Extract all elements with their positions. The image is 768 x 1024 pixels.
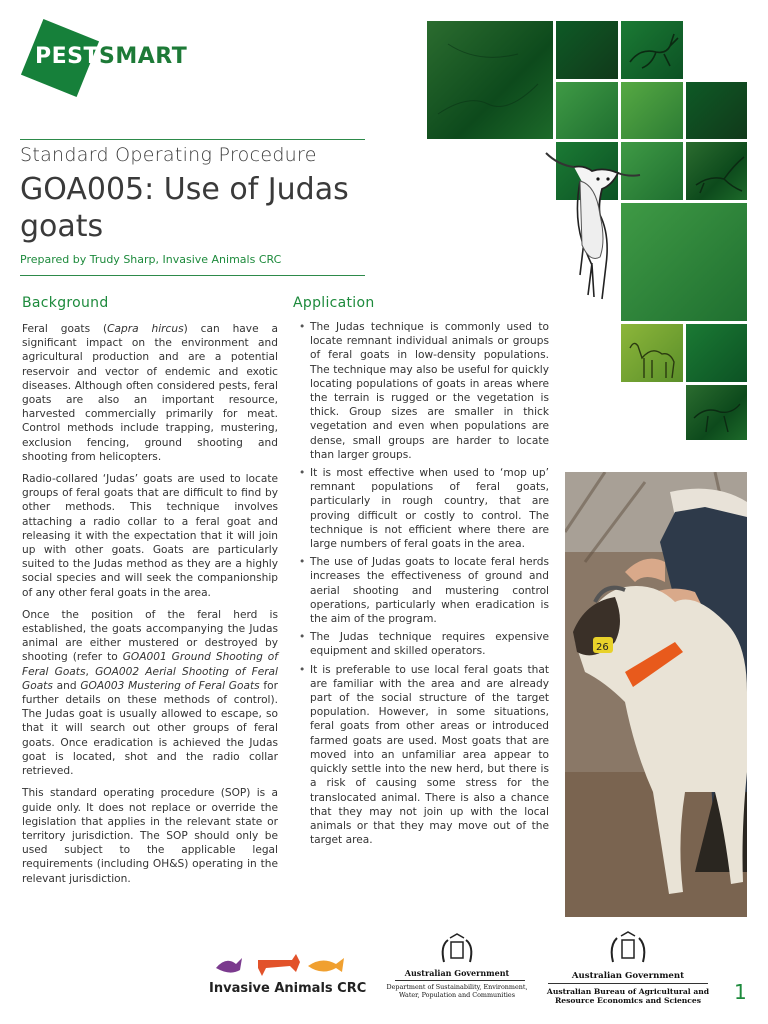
divider [548,983,708,984]
rabbit-sketch-icon [620,24,684,76]
sop-reference: GOA002 Aerial Shooting of Feral Goats [22,665,278,692]
application-list [297,320,549,847]
gov-department: Department of Sustainability, Environment, Water, Population and Communities [386,983,528,1000]
title-top-rule [20,139,365,140]
background-body [22,322,278,894]
sop-reference: GOA001 Ground Shooting of Feral Goats [22,651,278,678]
list-item: • The Judas technique requires expensive equipment and skilled operators. [297,630,549,658]
background-heading: Background [22,295,109,311]
goat-sketch-icon [540,145,646,305]
mosaic-tile [620,81,684,140]
application-heading: Application [293,295,375,311]
camel-sketch-icon [622,328,682,382]
document-type: Standard Operating Procedure [20,144,317,166]
background-paragraph-2: Radio-collared ‘Judas’ goats are used to locate groups of feral goats that are difficult to find by other methods. This technique involves attaching a radio collar to a feral goat and releasing it with the expectation that it will join up with other goats. Goats are particularly suited to the Judas method as they are a highly social species and will seek the companionship of any other feral goats in the area. [22,473,278,599]
gov-name: Australian Government [404,968,510,978]
bird-sketch-icon [690,145,748,199]
background-paragraph-4: This standard operating procedure (SOP) is a guide only. It does not replace or override the legislation that applies in the relevant state or territory jurisdiction. The SOP should only be used subject to the applicable legal requirements (including OH&S) operating in the relevant jurisdiction. [22,787,278,885]
coat-of-arms-icon [434,932,480,968]
author-line: Prepared by Trudy Sharp, Invasive Animals CRC [20,253,282,266]
gov-department: Australian Bureau of Agricultural and Resource Economics and Sciences [546,987,710,1006]
coat-of-arms-icon [603,930,653,968]
mosaic-tile [555,20,619,80]
mosaic-tile [555,81,619,140]
background-paragraph-3: Once the position of the feral herd is established, the goats accompanying the Judas animal are either mustered or destroyed by shooting (refer to GOA001 Ground Shooting of Feral Goats, GOA002 Aerial Shooting of Feral Goats and GOA003 Mustering of Feral Goats for further details on these methods of control). The Judas goat is usually allowed to escape, so that it will search out other groups of feral goats. Once eradication is achieved the Judas goat is located, shot and the radio collar retrieved. [22,608,278,778]
mosaic-tile [685,323,748,383]
ear-tag-number: 26 [596,642,609,653]
list-item: • The use of Judas goats to locate feral herds increases the effectiveness of ground and aerial shooting and mustering control operations, particularly when eradication is the aim of the program. [297,555,549,626]
gov-name: Australian Government [571,971,685,981]
photo-illustration [565,472,747,917]
divider [395,980,525,981]
application-body [297,320,549,851]
list-item: • The Judas technique is commonly used to locate remnant individual animals or groups of feral goats in low-density populations. The technique may also be useful for quickly locating populations of goats in areas where the terrain is rugged or the vegetation is thick. Group sizes are smaller in thick vegetation and even when populations are dense, small groups are harder to locate than larger groups. [297,320,549,462]
page-number: 1 [734,980,747,1004]
list-item: • It is preferable to use local feral goats that are familiar with the area and are already part of the social structure of the target population. However, in some situations, feral goats from other areas or introduced farmed goats are used. Most goats that are moved into an unfamiliar area appear to quickly settle into the new herd, but there is a risk of causing some stress for the translocated animal. There is also a chance that they may not join up with the local animals or that they may move out of the target area. [297,663,549,848]
background-paragraph-1: Feral goats (Capra hircus) can have a significant impact on the environment and agricultural production and are a potential reservoir and vector of endemic and exotic diseases. Although often considered pests, feral goats are also an important resource, harvested commercially primarily for meat. Control methods include trapping, mustering, exclusion fencing, ground shooting and shooting from helicopters. [22,323,278,463]
mosaic-tile [685,81,748,140]
judas-goat-photo [565,472,747,917]
pestsmart-logo [22,20,202,96]
texture-sketch [428,24,548,134]
species-name: Capra hircus [107,323,184,335]
list-item: • It is most effective when used to ‘mop up’ remnant populations of feral goats, particularly in rough country, that are proving difficult or costly to control. The technique is not efficient where there are large numbers of feral goats in the area. [297,466,549,551]
animal-sketch-icon [688,388,746,438]
logo-wordmark: PESTSMART [35,44,188,69]
crc-animals-icon [212,950,348,980]
sop-reference: GOA003 Mustering of Feral Goats [80,679,260,692]
crc-label: Invasive Animals CRC [209,981,367,996]
title-bottom-rule [20,275,365,276]
page-title: GOA005: Use of Judas goats [20,172,349,244]
